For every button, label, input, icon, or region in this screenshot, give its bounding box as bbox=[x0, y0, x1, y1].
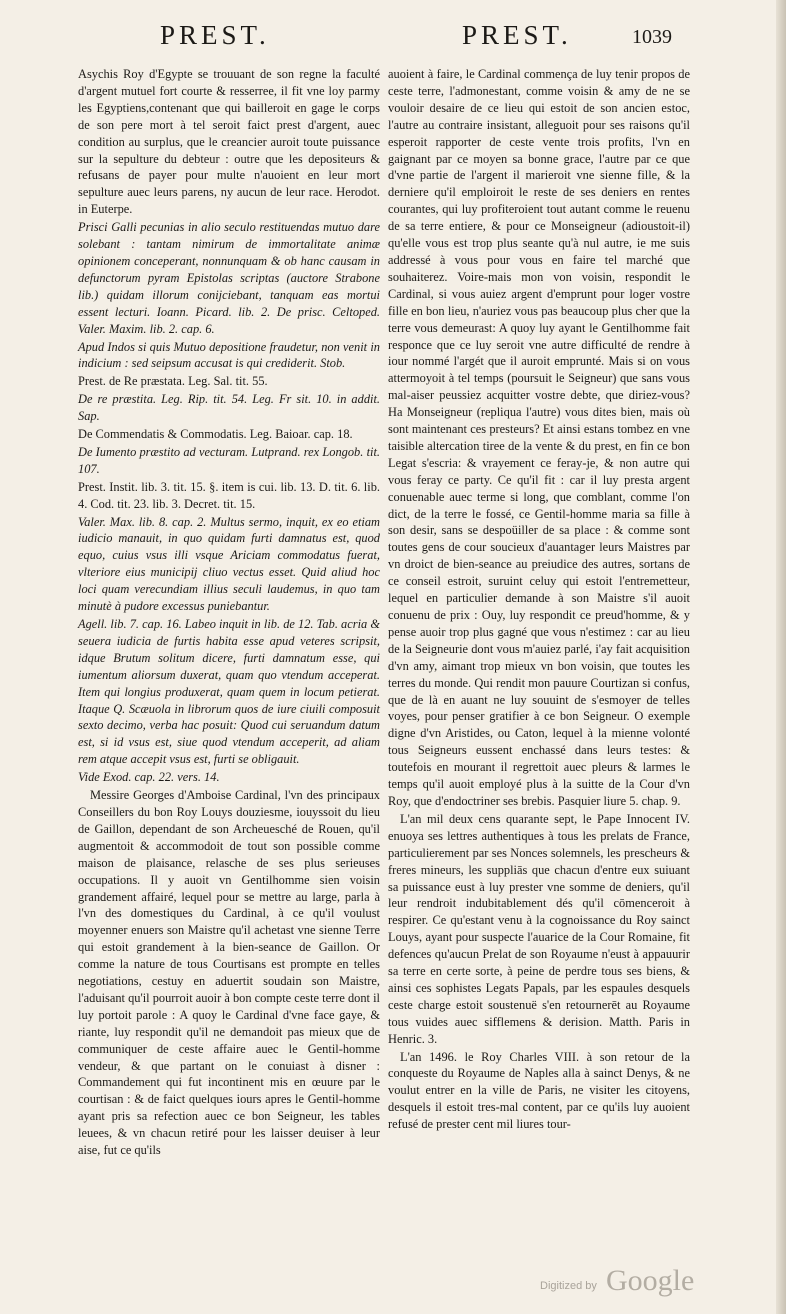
paragraph: Asychis Roy d'Egypte se trouuant de son regne la faculté d'argent mutuel fort courte & resserree, il fit vne loy parmy les Egyptiens,contenant que qui bailleroit en gage le corps de son pere mort à tel seroit faict prest d'argent, auec condition au surplus, que le creancier auroit toute puissance sur la sepulture du debteur : outre que les depositeurs & refusans de payer pour multe n'auoient en leur mort sepulture auec leurs parens, ny aucun de leur race. Herodot. in Euterpe. bbox=[78, 67, 380, 217]
watermark-brand: Google bbox=[606, 1264, 695, 1297]
running-head bbox=[0, 8, 786, 64]
running-head-right: PREST. bbox=[462, 20, 572, 50]
paragraph: Valer. Max. lib. 8. cap. 2. Multus sermo, inquit, ex eo etiam iudicio manauit, in quo quidam furti damnatus est, quod equo, cuius vsus illi vsque Ariciam commodatus fuerat, vlteriore eius municipij cliuo vectus esset. Quid aliud hoc loci quam verecundiam illius seculi laudemus, in quo tam minutè à pudore excessus puniebantur. bbox=[78, 514, 380, 614]
paragraph: Messire Georges d'Amboise Cardinal, l'vn des principaux Conseillers du bon Roy Louys douziesme, iouyssoit du lieu de Gaillon, dependant de son Archeuesché de Rouen, qu'il augmentoit & accommodoit de tout son possible comme maison de plaisance, relasche de ses plus serieuses occupations. Il y auoit vn Gentilhomme sien voisin grandement affairé, lequel pour se mettre au large, parla à l'vn des domestiques du Cardinal, à ce qu'il voulust moyenner enuers son Maistre qu'il achetast vne sienne Terre qui estoit grandement à la bien-seance de Gaillon. Or comme la nature de tous Courtisans est prompte en telles negotiations, cestuy en aduertit soudain son Maistre, l'aduisant qu'il pourroit auoir à bon compte ceste terre dont il luy portoit parole : A quoy le Cardinal d'vne face gaye, & riante, luy respondit qu'il ne demandoit pas mieux que de communiquer de ceste affaire auec le Gentil-homme vendeur, & que partant on le conuiast à disner : Commandement qui fut incontinent mis en œuure par le courtisan : & de faict quelques iours apres le Gentil-homme ayant pris sa refection auec ce bon Seigneur, les tables leuees, & vn chacun retiré pour les laisser deuiser à leur aise, fut ce qu'ils bbox=[78, 788, 380, 1158]
paragraph: De Commendatis & Commodatis. Leg. Baioar. cap. 18. bbox=[78, 427, 353, 442]
paragraph: Prisci Galli pecunias in alio seculo restituendas mutuo dare solebant : tantam nimirum de immortalitate animæ opinionem conceperant, nonnunquam & ob hanc causam in defunctorum pyram Epistolas scriptas (auctore Strabone lib.) quidam illorum conijciebant, tanquam eas mortui essent lecturi. Ioann. Picard. lib. 2. De prisc. Celtoped. Valer. Maxim. lib. 2. cap. 6. bbox=[78, 220, 380, 336]
right-column bbox=[388, 66, 690, 1134]
paragraph: L'an 1496. le Roy Charles VIII. à son retour de la conqueste du Royaume de Naples alla à sainct Denys, & ne voulut entrer en la ville de Paris, ne visiter les citoyens, desquels il estoit tres-mal content, par ce qu'ils luy auoient refusé de prester cent mil liures tour- bbox=[388, 1049, 690, 1132]
watermark-prefix: Digitized by bbox=[540, 1280, 597, 1292]
paragraph: Agell. lib. 7. cap. 16. Labeo inquit in lib. de 12. Tab. acria & seuera iudicia de furtis habita esse apud veteres scripsit, idque Brutum solitum dicere, furti damnatum esse, qui iumentum aliorsum duxerat, quam quo vtendum acceperat. Item qui longius produxerat, quam quem in locum petierat. Itaque Q. Scæuola in librorum quos de iure ciuili composuit sexto decimo, verba hac posuit: Quod cui seruandum datum est, si id vsus est, siue quod vtendum acceperit, ad aliam rem atque accepit vsus est, furti se obligauit. bbox=[78, 617, 380, 767]
digitized-watermark bbox=[540, 1264, 740, 1302]
running-head-left: PREST. bbox=[160, 20, 270, 50]
paragraph: Prest. de Re præstata. Leg. Sal. tit. 55. bbox=[78, 374, 268, 389]
paragraph: De Iumento præstito ad vecturam. Lutprand. rex Longob. tit. 107. bbox=[78, 444, 380, 476]
left-column bbox=[78, 66, 380, 1160]
page-edge bbox=[776, 0, 786, 1314]
paragraph: Prest. Instit. lib. 3. tit. 15. §. item is cui. lib. 13. D. tit. 6. lib. 4. Cod. tit. 23. lib. 3. Decret. tit. 15. bbox=[78, 479, 380, 511]
paragraph: Apud Indos si quis Mutuo depositione fraudetur, non venit in indicium : sed seipsum accusat is qui crediderit. Stob. bbox=[78, 339, 380, 371]
paragraph: auoient à faire, le Cardinal commença de luy tenir propos de ceste terre, l'admonestant, comme voisin & amy de ne se vouloir desaire de ce lieu qui estoit de son ancien estoc, l'autre au contraire insistant, alleguoit pour ses raisons qu'il esperoit rapporter de ceste vente trois profits, l'vn en gaignant par ce moyen sa bonne grace, l'autre par ce que d'vne partie de l'argent il marieroit vne sienne fille, & la derniere qu'il emploiroit le reste de ses deniers en rentes courantes, qui luy profiteroient tout autant comme le reuenu de sa terre entiere, & pour ce Monseigneur (adioustoit-il) qu'elle vous est trop plus seante qu'à nul autre, ie me suis addressé à vous pour vous en faire tel marché que souhaiterez. Voire-mais mon von voisin, respondit le Cardinal, si vous auiez argent d'emprunt pour loger vostre fille en bon lieu, n'auriez vous pas beaucoup plus cher que la terre vous demeurast: A quoy luy ayant le Gentilhomme fait responce que ce luy seroit vne autre difficulté de rendre à iour nommé l'argét que il auroit emprunté. Mais si on vous attermoyoit à tel temps (poursuit le Seigneur) que sans vous mal-aiser peussiez acquitter vostre debte, que diriez-vous? Ha Monseigneur (repliqua l'autre) vous dites bien, mais où sont maintenant ces presteurs? Et ainsi estans tombez en vne taisible altercation tiree de la vente & du prest, en fin ce bon Legat s'escria: & vrayement ce feray-je, & non autre qui vous feray ce party. Ce qu'il fit : car il luy presta argent conuenable auec terme si long, que comblant, comme l'on dict, de la terre le fossé, ce Gentil-homme maria sa fille à son desir, sans se despoüiller de sa place : & comme sont toutes gens de cour soucieux d'auantager leurs Maistres par vn droict de bien-seance au preiudice des autres, sortans de ce conseil estroit, suruint celuy qui estoit l'entremetteur, lequel en particulier demande à son Maistre s'il auoit conuenu de prix : Ouy, luy respondit ce preud'homme, & y pense auoir trop plus gagné que vous n'estimez : car au lieu de la Seigneurie dont vous m'auiez parlé, i'ay fait acquisition d'vn amy, aimant trop mieux vn bon voisin, que toutes les terres du monde. Qui rendit mon pauure Courtizan si confus, que de là en auant ne luy souuint de s'esmoyer de telles voyes, pour penser gratifier à ce bon Seigneur. O exemple digne d'vn Aristides, ou Caton, lequel à la mienne volonté tous Seigneurs eussent enchassé dans leurs testes: & toutefois en mourant il regrettoit auec pleurs & larmes le temps qu'il auoit employé plus à la suitte de la Cour d'vn Roy, que d'endoctriner ses brebis. Pasquier liure 5. chap. 9. bbox=[388, 67, 690, 808]
paragraph: Vide Exod. cap. 22. vers. 14. bbox=[78, 770, 220, 785]
paragraph: L'an mil deux cens quarante sept, le Pape Innocent IV. enuoya ses lettres authentiques à tous les prelats de France, particulierement par ses Nonces solemnels, les prescheurs & freres mineurs, les suppliās que chacun d'entre eux suiuant sa puissance eust à luy prester vne somme de deniers, qu'il leur rendroit indubitablement dés qu'il cōmenceroit à respirer. Ce qu'estant venu à la cognoissance du Roy sainct Louys, ayant pour suspecte l'auarice de la Cour Romaine, fit defences qu'aucun Prelat de son Royaume n'eust à appauurir sa terre en certe sorte, à peine de perdre tous ses biens, & ainsi ces sophistes Legats Papals, par les espaules desquels ceste charge estoit soustenuë s'en retournerēt au Royaume tous vuides auec sifflemens & derision. Matth. Paris in Henric. 3. bbox=[388, 811, 690, 1046]
page-number: 1039 bbox=[632, 26, 672, 48]
paragraph: De re præstita. Leg. Rip. tit. 54. Leg. Fr sit. 10. in addit. Sap. bbox=[78, 392, 380, 424]
